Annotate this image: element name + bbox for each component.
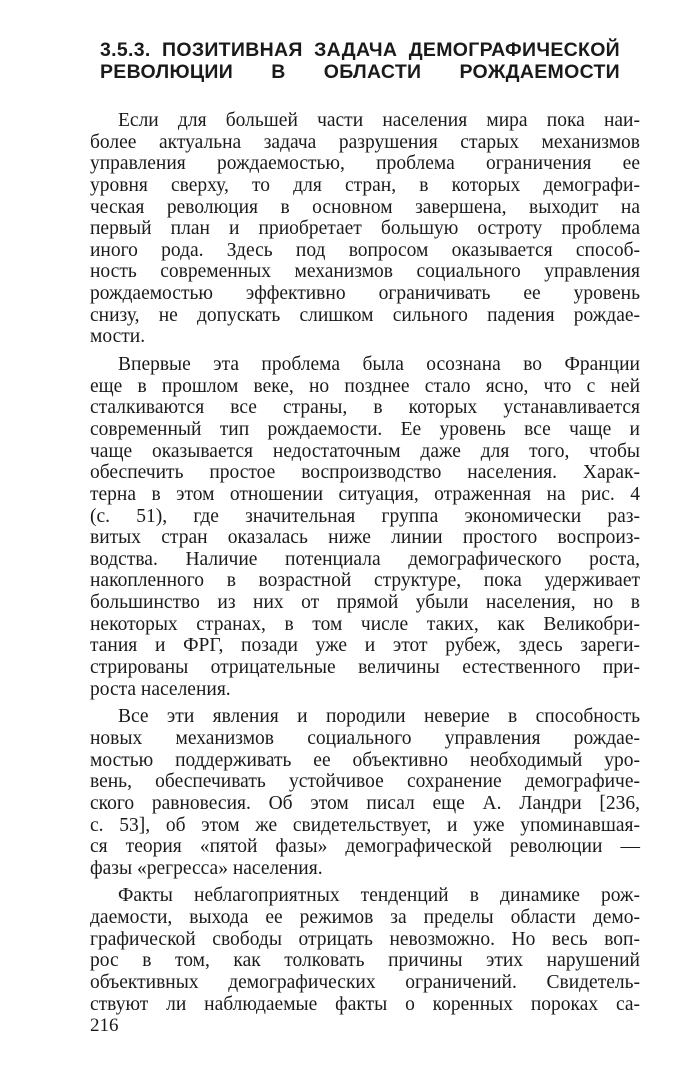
text-line: накопленного в возрастной структуре, пока удерживает [90,570,640,592]
text-line: рождаемостью эффективно ограничивать ее уровень [90,283,640,305]
text-line: терна в этом отношении ситуация, отраженная на рис. 4 [90,483,640,505]
text-line: рос в том, как толковать причины этих нарушений [90,950,640,972]
text-line: Впервые эта проблема была осознана во Франции [118,354,640,376]
text-line: обеспечить простое воспроизводство населения. Харак- [90,462,640,484]
text-line: Если для большей части населения мира пока наи- [118,110,640,131]
text-line: Все эти явления и породили неверие в способность [118,706,640,728]
text-line: большинство из них от прямой убыли населения, но в [90,592,640,614]
text-line: иного рода. Здесь под вопросом оказывается способ- [90,239,640,261]
text-line: чаще оказывается недостаточным даже для того, чтобы [90,440,640,462]
text-line: уровня сверху, то для стран, в которых демографи- [90,174,640,196]
text-line: объективных демографических ограничений. Свидетель- [90,971,640,993]
section-heading [100,40,620,83]
text-line: ствуют ли наблюдаемые факты о коренных пороках са- [90,993,640,1015]
text-line: первый план и приобретает большую остроту проблема [90,218,640,240]
text-line: (с. 51), где значительная группа экономически раз- [90,505,640,527]
text-line: графической свободы отрицать невозможно. Но весь воп- [90,928,640,950]
text-line: новых механизмов социального управления рождае- [90,727,640,749]
text-line: ческая революция в основном завершена, выходит на [90,196,640,218]
text-line: водства. Наличие потенциала демографического роста, [90,548,640,570]
text-line: некоторых странах, в том числе таких, как Великобри- [90,613,640,635]
text-line: тания и ФРГ, позади уже и этот рубеж, здесь зареги- [90,635,640,657]
text-line: мостью поддерживать ее объективно необходимый уро- [90,749,640,771]
paragraph-2 [90,354,640,700]
text-line: Факты неблагоприятных тенденций в динамике рож- [118,885,640,907]
paragraph-1 [90,110,640,348]
text-line: вень, обеспечивать устойчивое сохранение демографиче- [90,771,640,793]
body-text [90,110,640,1015]
text-line: ся теория «пятой фазы» демографической революции — [90,836,640,858]
text-line: фазы «регресса» населения. [90,857,323,879]
text-line: еще в прошлом веке, но позднее стало ясно, что с ней [90,375,640,397]
text-line: снизу, не допускать слишком сильного падения рождае- [90,304,640,326]
text-line: ность современных механизмов социального управления [90,261,640,283]
paragraph-4 [90,885,640,1015]
text-line: современный тип рождаемости. Ее уровень все чаще и [90,418,640,440]
text-line: более актуальна задача разрушения старых механизмов [90,131,640,153]
text-line: роста населения. [90,678,231,700]
section-heading-line-1: 3.5.3. ПОЗИТИВНАЯ ЗАДАЧА ДЕМОГРАФИЧЕСКОЙ [100,39,620,61]
text-line: управления рождаемостью, проблема ограничения ее [90,153,640,175]
section-heading-line-2: РЕВОЛЮЦИИ В ОБЛАСТИ РОЖДАЕМОСТИ [100,60,620,83]
text-line: мости. [90,326,146,348]
text-line: витых стран оказалась ниже линии простого воспроиз- [90,527,640,549]
text-line: ского равновесия. Об этом писал еще А. Ландри [236, [90,792,640,814]
text-line: стрированы отрицательные величины естественного при- [90,657,640,679]
text-line: с. 53], об этом же свидетельствует, и уже упоминавшая- [90,814,640,836]
paragraph-3 [90,706,640,879]
text-line: даемости, выхода ее режимов за пределы области демо- [90,907,640,929]
text-line: сталкиваются все страны, в которых устанавливается [90,397,640,419]
page-number: 216 [90,1015,119,1036]
